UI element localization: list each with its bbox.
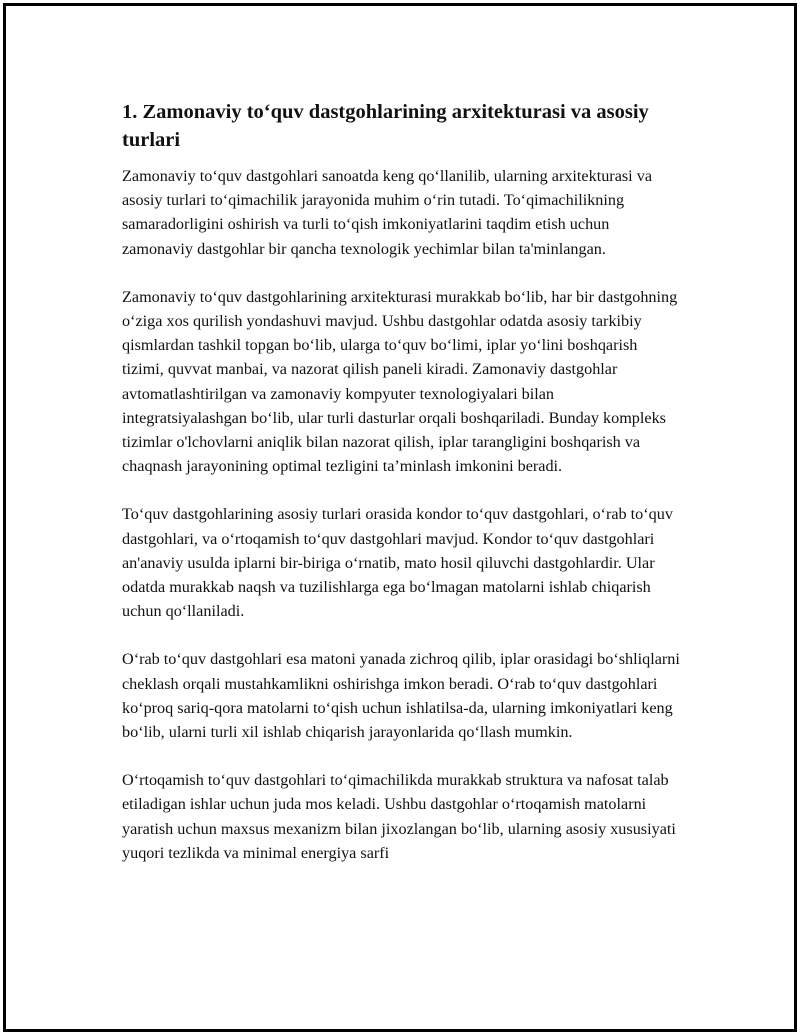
paragraph-5: O‘rtoqamish to‘quv dastgohlari to‘qimachilikda murakkab struktura va nafosat talab etiladigan ishlar uchun juda mos keladi. Ushbu dastgohlar o‘rtoqamish matolarni yaratish uchun maxsus mexanizm bilan jixozlangan bo‘lib, ularning asosiy xususiyati yuqori tezlikda va minimal energiya sarfi (122, 771, 676, 862)
paragraph-3: To‘quv dastgohlarining asosiy turlari orasida kondor to‘quv dastgohlari, o‘rab to‘quv dastgohlari, va o‘rtoqamish to‘quv dastgohlari mavjud. Kondor to‘quv dastgohlari an'anaviy usulda iplarni bir-biriga o‘rnatib, mato hosil qiluvchi dastgohlardir. Ular odatda murakkab naqsh va tuzilishlarga ega bo‘lmagan matolarni ishlab chiqarish uchun qo‘llaniladi. (122, 505, 673, 621)
document-body (122, 98, 682, 889)
paragraph-2: Zamonaviy to‘quv dastgohlarining arxitekturasi murakkab bo‘lib, har bir dastgohning o‘ziga xos qurilish yondashuvi mavjud. Ushbu dastgohlar odatda asosiy tarkibiy qismlardan tashkil topgan bo‘lib, ularga to‘quv bo‘limi, iplar yo‘lini boshqarish tizimi, quvvat manbai, va nazorat qilish paneli kiradi. Zamonaviy dastgohlar avtomatlashtirilgan va zamonaviy kompyuter texnologiyalari bilan integratsiyalashgan bo‘lib, ular turli dasturlar orqali boshqariladi. Bunday kompleks tizimlar o'lchovlarni aniqlik bilan nazorat qilish, iplar tarangligini boshqarish va chaqnash jarayonining optimal tezligini ta’minlash imkonini beradi. (122, 287, 678, 476)
document-page (3, 3, 797, 1032)
paragraph-1: Zamonaviy to‘quv dastgohlari sanoatda keng qo‘llanilib, ularning arxitekturasi va asosiy turlari to‘qimachilik jarayonida muhim o‘rin tutadi. To‘qimachilikning samaradorligini oshirish va turli to‘qish imkoniyatlarini taqdim etish uchun zamonaviy dastgohlar bir qancha texnologik yechimlar bilan ta'minlangan. (122, 167, 652, 258)
section-heading: 1. Zamonaviy to‘quv dastgohlarining arxitekturasi va asosiy turlari (122, 101, 649, 151)
paragraph-4: O‘rab to‘quv dastgohlari esa matoni yanada zichroq qilib, iplar orasidagi bo‘shliqlarni cheklash orqali mustahkamlikni oshirishga imkon beradi. O‘rab to‘quv dastgohlari ko‘proq sariq-qora matolarni to‘qish uchun ishlatilsa-da, ularning imkoniyatlari keng bo‘lib, ularni turli xil ishlab chiqarish jarayonlarida qo‘llash mumkin. (122, 650, 680, 742)
